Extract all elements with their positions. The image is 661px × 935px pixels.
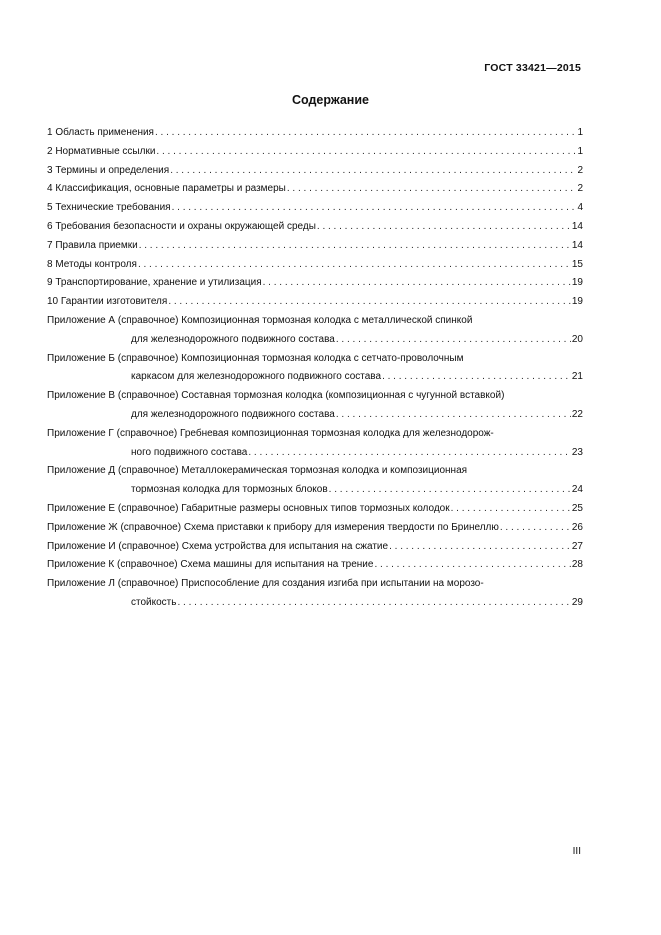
toc-entry-title: Приложение Б (справочное) Композиционная тормозная колодка с сетчато-проволочным	[47, 352, 464, 364]
toc-entry-page: 24	[571, 484, 583, 496]
toc-entry-page: 19	[571, 296, 583, 308]
toc-entry-title: 2 Нормативные ссылки	[47, 145, 156, 157]
leader-dots	[374, 556, 570, 575]
leader-dots	[177, 594, 570, 613]
document-id: ГОСТ 33421—2015	[484, 62, 581, 74]
toc-entry[interactable]	[47, 274, 583, 293]
leader-dots	[451, 500, 571, 519]
toc-entry-title: 9 Транспортирование, хранение и утилизация	[47, 277, 262, 289]
toc-entry-page: 27	[571, 540, 583, 552]
leader-dots	[156, 143, 576, 162]
leader-dots	[155, 124, 576, 143]
toc-entry[interactable]	[47, 237, 583, 256]
leader-dots	[170, 162, 576, 181]
toc-entry-title: 1 Область применения	[47, 127, 154, 138]
toc-entry-title: Приложение И (справочное) Схема устройства для испытания на сжатие	[47, 540, 389, 552]
toc-entry-page: 19	[571, 277, 583, 289]
toc-entry-page: 15	[571, 258, 583, 270]
toc-entry-title-cont: ного подвижного состава	[131, 446, 248, 458]
toc-entry-page: 23	[571, 446, 583, 458]
leader-dots	[329, 481, 571, 500]
toc-entry-title: Приложение Е (справочное) Габаритные размеры основных типов тормозных колодок	[47, 502, 450, 514]
toc-entry[interactable]	[47, 143, 583, 162]
toc-entry[interactable]	[47, 199, 583, 218]
leader-dots	[172, 199, 577, 218]
toc-entry-title: Приложение К (справочное) Схема машины для испытания на трение	[47, 559, 374, 571]
toc-entry[interactable]	[47, 218, 583, 237]
toc-entry[interactable]	[47, 293, 583, 312]
toc-entry-page: 14	[571, 220, 583, 232]
toc-entry-page: 28	[571, 559, 583, 571]
leader-dots	[317, 218, 571, 237]
toc-entry-page: 20	[571, 333, 583, 345]
toc-entry-title: Приложение В (справочное) Составная тормозная колодка (композиционная с чугунной вставкой)	[47, 390, 505, 402]
leader-dots	[263, 274, 571, 293]
toc-entry-title: Приложение А (справочное) Композиционная тормозная колодка с металлической спинкой	[47, 314, 473, 326]
toc-appendix-entry[interactable]	[47, 350, 583, 388]
toc-appendix-entry[interactable]	[47, 462, 583, 500]
toc-entry-page: 21	[571, 371, 583, 383]
leader-dots	[382, 368, 571, 387]
page-title: Содержание	[291, 93, 369, 107]
toc-entry[interactable]	[47, 180, 583, 199]
leader-dots	[139, 237, 571, 256]
toc-entry-page: 4	[577, 202, 583, 214]
toc-entry-title: Приложение Г (справочное) Гребневая композиционная тормозная колодка для железнодорож-	[47, 427, 494, 439]
leader-dots	[389, 538, 571, 557]
toc-appendix-entry[interactable]	[47, 575, 583, 613]
toc-entry-title-cont: для железнодорожного подвижного состава	[131, 333, 335, 345]
leader-dots	[336, 406, 571, 425]
toc-entry-page: 29	[571, 596, 583, 608]
toc-entry-title-cont: тормозная колодка для тормозных блоков	[131, 484, 328, 496]
leader-dots	[248, 444, 571, 463]
toc-entry[interactable]	[47, 162, 583, 181]
toc-entry-title: 4 Классификация, основные параметры и размеры	[47, 183, 286, 195]
toc-entry-page: 2	[577, 164, 583, 176]
toc-appendix-entry[interactable]	[47, 519, 583, 538]
toc-entry-title: 7 Правила приемки	[47, 239, 138, 251]
toc-entry-title: Приложение Л (справочное) Приспособление для создания изгиба при испытании на морозо-	[47, 578, 484, 590]
leader-dots	[168, 293, 571, 312]
toc-entry-title: 10 Гарантии изготовителя	[47, 296, 168, 308]
toc-appendix-entry[interactable]	[47, 425, 583, 463]
toc-appendix-entry[interactable]	[47, 538, 583, 557]
toc-appendix-entry[interactable]	[47, 500, 583, 519]
page-number: III	[572, 846, 581, 857]
toc-entry-title-cont: для железнодорожного подвижного состава	[131, 408, 335, 420]
toc-entry-page: 14	[571, 239, 583, 251]
leader-dots	[336, 331, 571, 350]
toc-entry-title: 8 Методы контроля	[47, 258, 137, 270]
toc-entry-page: 1	[577, 127, 583, 138]
toc-entry-page: 1	[577, 145, 583, 157]
table-of-contents	[47, 124, 583, 613]
toc-entry-page: 22	[571, 408, 583, 420]
toc-entry-title: Приложение Д (справочное) Металлокерамическая тормозная колодка и композиционная	[47, 465, 468, 477]
toc-appendix-entry[interactable]	[47, 387, 583, 425]
toc-entry-page: 26	[571, 521, 583, 533]
toc-entry-title: 3 Термины и определения	[47, 164, 170, 176]
leader-dots	[500, 519, 571, 538]
toc-appendix-entry[interactable]	[47, 312, 583, 350]
toc-entry[interactable]	[47, 256, 583, 275]
toc-appendix-entry[interactable]	[47, 556, 583, 575]
toc-entry-title: Приложение Ж (справочное) Схема приставки к прибору для измерения твердости по Бринеллю	[47, 521, 499, 533]
toc-entry-title-cont: стойкость	[131, 596, 177, 608]
toc-entry-page: 2	[577, 183, 583, 195]
toc-entry-title: 6 Требования безопасности и охраны окружающей среды	[47, 220, 316, 232]
leader-dots	[287, 180, 577, 199]
toc-entry-title-cont: каркасом для железнодорожного подвижного состава	[131, 371, 382, 383]
toc-entry[interactable]	[47, 124, 583, 143]
toc-entry-page: 25	[571, 502, 583, 514]
toc-entry-title: 5 Технические требования	[47, 202, 171, 214]
leader-dots	[138, 256, 571, 275]
